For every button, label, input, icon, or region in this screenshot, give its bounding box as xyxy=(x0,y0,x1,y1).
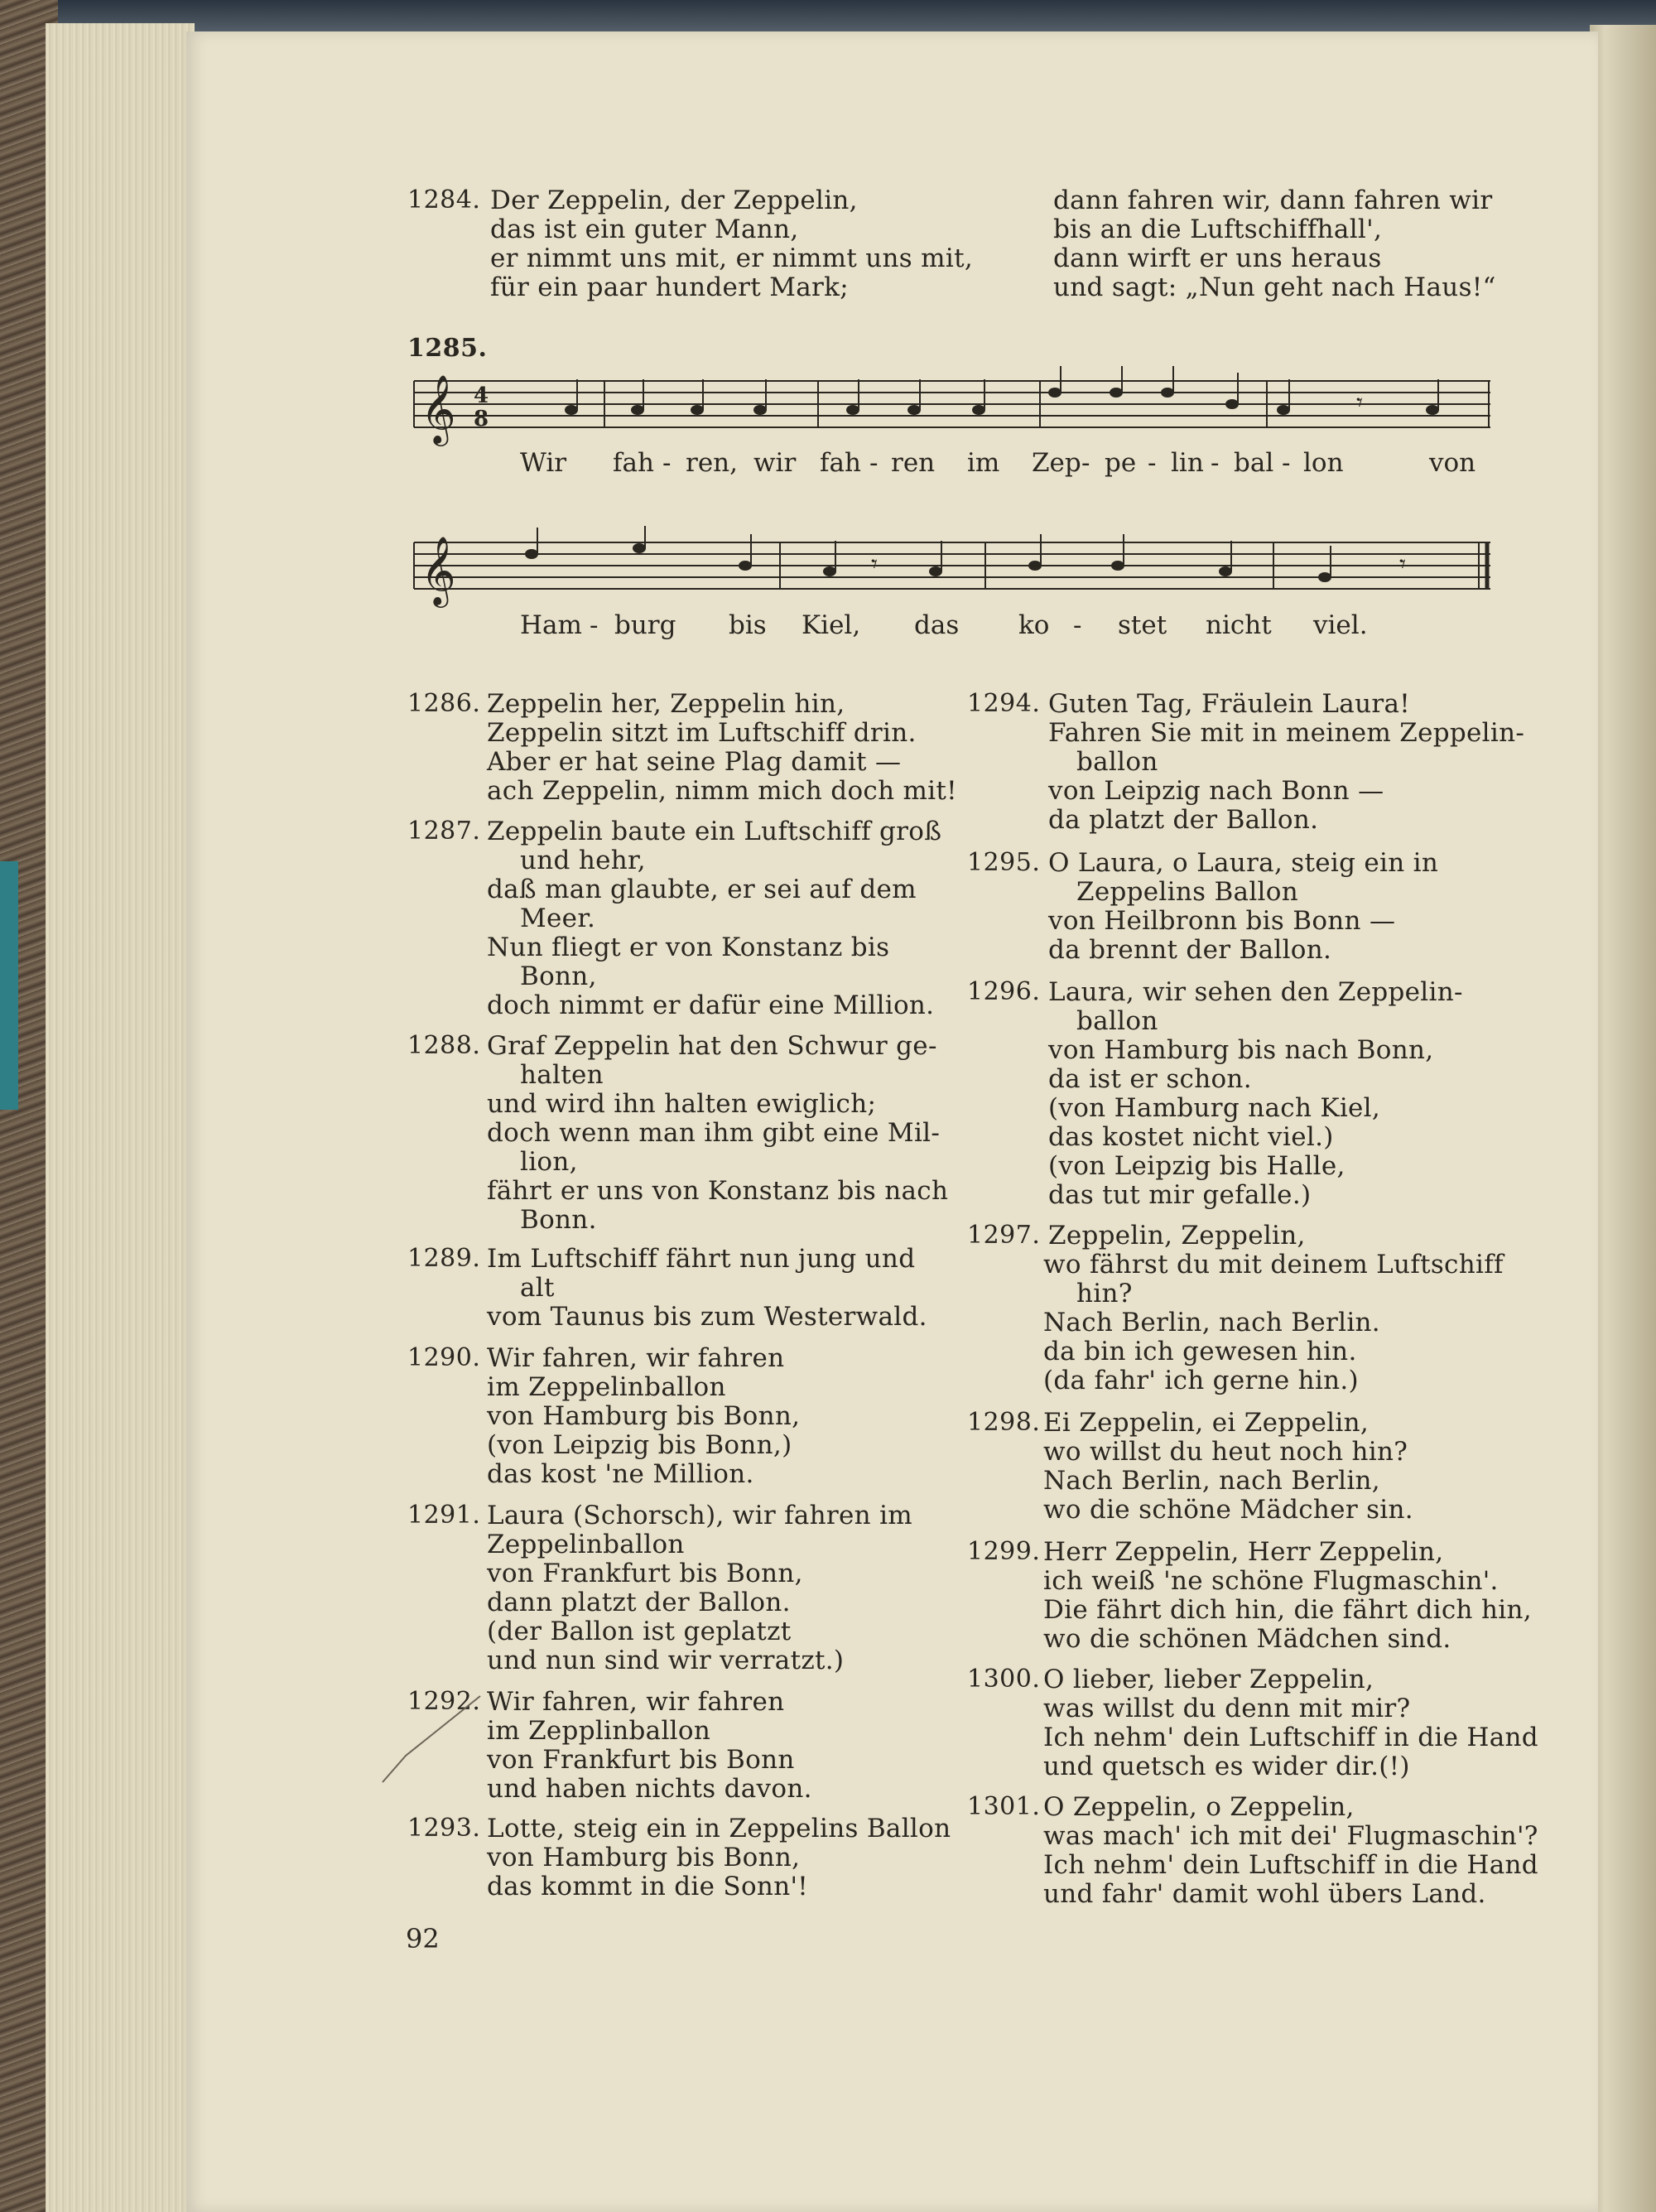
verse-line: bis an die Luftschiffhall', xyxy=(1053,214,1383,244)
entry-number: 1292. xyxy=(407,1687,481,1716)
verse-line: Ich nehm' dein Luftschiff in die Hand xyxy=(1043,1850,1538,1880)
lyric-syllable: im xyxy=(967,448,1000,478)
verse-line: Wir fahren, wir fahren xyxy=(487,1687,785,1717)
verse-line: Zeppelin her, Zeppelin hin, xyxy=(487,689,845,719)
svg-text:𝄾: 𝄾 xyxy=(871,550,878,579)
verse-line: halten xyxy=(520,1060,604,1090)
verse-line: vom Taunus bis zum Westerwald. xyxy=(487,1302,927,1332)
lyric-syllable: Wir xyxy=(520,448,567,478)
verse-line: da ist er schon. xyxy=(1048,1064,1252,1094)
background-top xyxy=(0,0,1656,33)
page-stack-edge xyxy=(46,23,195,2212)
verse-line: dann wirft er uns heraus xyxy=(1053,243,1382,273)
entry-number: 1291. xyxy=(407,1501,481,1530)
lyric-syllable: fah xyxy=(820,448,861,478)
svg-text:𝄞: 𝄞 xyxy=(421,535,456,605)
verse-line: Ei Zeppelin, ei Zeppelin, xyxy=(1043,1408,1370,1438)
time-signature-top: 4 xyxy=(474,383,489,408)
verse-line: und sagt: „Nun geht nach Haus!“ xyxy=(1053,272,1496,302)
verse-line: Nun fliegt er von Konstanz bis xyxy=(487,933,890,962)
verse-line: das kommt in die Sonn'! xyxy=(487,1872,809,1901)
verse-line: Zeppelins Ballon xyxy=(1076,877,1298,907)
verse-line: Lotte, steig ein in Zeppelins Ballon xyxy=(487,1814,951,1843)
entry-number: 1284. xyxy=(407,186,481,214)
verse-line: hin? xyxy=(1076,1279,1133,1308)
lyric-syllable: - xyxy=(869,448,879,478)
entry-number: 1299. xyxy=(967,1537,1041,1566)
verse-line: Laura, wir sehen den Zeppelin- xyxy=(1048,977,1463,1007)
verse-line: (von Leipzig bis Halle, xyxy=(1048,1151,1346,1181)
verse-line: ballon xyxy=(1076,747,1158,777)
lyric-syllable: lin xyxy=(1171,448,1204,478)
svg-text:𝄞: 𝄞 xyxy=(421,373,456,443)
lyric-syllable: Kiel, xyxy=(802,610,861,640)
lyric-syllable: - xyxy=(662,448,672,478)
verse-line: das kostet nicht viel.) xyxy=(1048,1122,1334,1152)
verse-line: von Hamburg bis nach Bonn, xyxy=(1048,1035,1434,1065)
lyric-syllable: stet xyxy=(1118,610,1167,640)
verse-line: fährt er uns von Konstanz bis nach xyxy=(487,1176,949,1206)
verse-line: (da fahr' ich gerne hin.) xyxy=(1043,1366,1359,1395)
verse-line: Zeppelin, Zeppelin, xyxy=(1048,1221,1306,1251)
verse-line: das ist ein guter Mann, xyxy=(490,214,799,244)
verse-line: Zeppelin sitzt im Luftschiff drin. xyxy=(487,718,917,748)
verse-line: und nun sind wir verratzt.) xyxy=(487,1646,845,1675)
page-number: 92 xyxy=(406,1923,440,1954)
entry-number: 1296. xyxy=(967,977,1041,1006)
verse-line: (von Leipzig bis Bonn,) xyxy=(487,1430,792,1460)
entry-number: 1300. xyxy=(967,1665,1041,1694)
lyric-syllable: - xyxy=(590,610,599,640)
lyric-syllable: nicht xyxy=(1206,610,1272,640)
verse-line: Nach Berlin, nach Berlin. xyxy=(1043,1308,1380,1337)
verse-line: Zeppelin baute ein Luftschiff groß xyxy=(487,817,942,846)
verse-line: dann platzt der Ballon. xyxy=(487,1588,791,1617)
verse-line: und fahr' damit wohl übers Land. xyxy=(1043,1879,1486,1909)
entry-number: 1298. xyxy=(967,1408,1041,1437)
verse-line: Ich nehm' dein Luftschiff in die Hand xyxy=(1043,1723,1538,1752)
music-number: 1285. xyxy=(407,334,488,363)
entry-number: 1289. xyxy=(407,1244,481,1273)
entry-number: 1287. xyxy=(407,817,481,846)
verse-line: im Zepplinballon xyxy=(487,1716,711,1746)
lyric-syllable: - xyxy=(1073,610,1082,640)
lyric-syllable: burg xyxy=(614,610,676,640)
verse-line: und quetsch es wider dir.(!) xyxy=(1043,1752,1410,1781)
verse-line: von Heilbronn bis Bonn — xyxy=(1048,906,1396,936)
verse-line: wo willst du heut noch hin? xyxy=(1043,1437,1408,1467)
lyric-syllable: fah xyxy=(613,448,654,478)
svg-text:𝄾: 𝄾 xyxy=(1356,388,1363,417)
verse-line: Guten Tag, Fräulein Laura! xyxy=(1048,689,1411,719)
lyric-syllable: das xyxy=(914,610,960,640)
verse-line: von Frankfurt bis Bonn xyxy=(487,1745,795,1775)
lyric-syllable: bis xyxy=(729,610,767,640)
entry-number: 1288. xyxy=(407,1031,481,1060)
verse-line: dann fahren wir, dann fahren wir xyxy=(1053,186,1493,215)
verse-line: Im Luftschiff fährt nun jung und xyxy=(487,1244,916,1274)
verse-line: wo fährst du mit deinem Luftschiff xyxy=(1043,1250,1504,1279)
verse-line: daß man glaubte, er sei auf dem xyxy=(487,875,917,904)
entry-number: 1294. xyxy=(967,689,1041,718)
verse-line: Graf Zeppelin hat den Schwur ge- xyxy=(487,1031,937,1061)
verse-line: wo die schöne Mädcher sin. xyxy=(1043,1495,1413,1525)
verse-line: wo die schönen Mädchen sind. xyxy=(1043,1624,1451,1654)
lyric-syllable: - xyxy=(1081,448,1090,478)
verse-line: Aber er hat seine Plag damit — xyxy=(487,747,902,777)
verse-line: Wir fahren, wir fahren xyxy=(487,1343,785,1373)
verse-line: und hehr, xyxy=(520,846,646,875)
verse-line: O Zeppelin, o Zeppelin, xyxy=(1043,1792,1355,1822)
lyric-syllable: von xyxy=(1429,448,1476,478)
verse-line: er nimmt uns mit, er nimmt uns mit, xyxy=(490,243,973,273)
svg-text:𝄾: 𝄾 xyxy=(1399,550,1406,579)
verse-line: Nach Berlin, nach Berlin, xyxy=(1043,1466,1380,1496)
verse-line: da bin ich gewesen hin. xyxy=(1043,1337,1357,1366)
verse-line: (der Ballon ist geplatzt xyxy=(487,1617,792,1646)
verse-line: da brennt der Ballon. xyxy=(1048,935,1332,965)
verse-line: von Leipzig nach Bonn — xyxy=(1048,776,1384,806)
verse-line: ich weiß 'ne schöne Flugmaschin'. xyxy=(1043,1566,1499,1596)
lyric-syllable: Zep xyxy=(1032,448,1081,478)
verse-line: (von Hamburg nach Kiel, xyxy=(1048,1093,1381,1123)
entry-number: 1293. xyxy=(407,1814,481,1843)
pencil-mark xyxy=(373,1689,489,1789)
verse-line: und haben nichts davon. xyxy=(487,1774,812,1804)
verse-line: was mach' ich mit dei' Flugmaschin'? xyxy=(1043,1821,1538,1851)
lyric-syllable: ren, xyxy=(686,448,738,478)
verse-line: O lieber, lieber Zeppelin, xyxy=(1043,1665,1374,1694)
lyric-syllable: - xyxy=(1148,448,1157,478)
facing-page-edge xyxy=(1590,25,1656,2212)
lyric-syllable: viel. xyxy=(1313,610,1368,640)
verse-line: für ein paar hundert Mark; xyxy=(490,272,849,302)
verse-line: von Hamburg bis Bonn, xyxy=(487,1843,801,1872)
verse-line: O Laura, o Laura, steig ein in xyxy=(1048,848,1439,878)
lyric-syllable: - xyxy=(1211,448,1220,478)
verse-line: da platzt der Ballon. xyxy=(1048,805,1319,835)
verse-line: Laura (Schorsch), wir fahren im xyxy=(487,1501,913,1530)
entry-number: 1286. xyxy=(407,689,481,718)
lyric-syllable: ko xyxy=(1018,610,1050,640)
verse-line: im Zeppelinballon xyxy=(487,1372,726,1402)
verse-line: Die fährt dich hin, die fährt dich hin, xyxy=(1043,1595,1532,1625)
lyric-syllable: pe xyxy=(1105,448,1137,478)
verse-line: ach Zeppelin, nimm mich doch mit! xyxy=(487,776,957,806)
book-cover-tab xyxy=(0,861,18,1110)
verse-line: Herr Zeppelin, Herr Zeppelin, xyxy=(1043,1537,1444,1567)
lyric-syllable: lon xyxy=(1303,448,1344,478)
lyric-syllable: bal xyxy=(1234,448,1274,478)
verse-line: von Hamburg bis Bonn, xyxy=(487,1401,801,1431)
verse-line: ballon xyxy=(1076,1006,1158,1036)
verse-line: Meer. xyxy=(520,904,596,933)
verse-line: lion, xyxy=(520,1147,578,1177)
verse-line: Zeppelinballon xyxy=(487,1530,685,1559)
verse-line: Bonn. xyxy=(520,1205,597,1235)
verse-line: was willst du denn mit mir? xyxy=(1043,1694,1411,1723)
verse-line: doch nimmt er dafür eine Million. xyxy=(487,990,935,1020)
entry-number: 1295. xyxy=(967,848,1041,877)
verse-line: alt xyxy=(520,1273,555,1303)
verse-line: doch wenn man ihm gibt eine Mil- xyxy=(487,1118,941,1148)
music-staff-2 xyxy=(406,526,1499,609)
lyric-syllable: Ham xyxy=(520,610,582,640)
time-signature-bottom: 8 xyxy=(474,407,489,431)
lyric-syllable: wir xyxy=(753,448,797,478)
verse-line: von Frankfurt bis Bonn, xyxy=(487,1559,803,1588)
verse-line: und wird ihn halten ewiglich; xyxy=(487,1089,877,1119)
verse-line: das tut mir gefalle.) xyxy=(1048,1180,1312,1210)
lyric-syllable: - xyxy=(1282,448,1291,478)
verse-line: Der Zeppelin, der Zeppelin, xyxy=(490,186,858,215)
verse-line: Fahren Sie mit in meinem Zeppelin- xyxy=(1048,718,1525,748)
entry-number: 1290. xyxy=(407,1343,481,1372)
verse-line: das kost 'ne Million. xyxy=(487,1459,754,1489)
entry-number: 1301. xyxy=(967,1792,1041,1821)
entry-number: 1297. xyxy=(967,1221,1041,1250)
verse-line: Bonn, xyxy=(520,961,597,991)
lyric-syllable: ren xyxy=(891,448,936,478)
music-staff-1 xyxy=(406,364,1499,447)
